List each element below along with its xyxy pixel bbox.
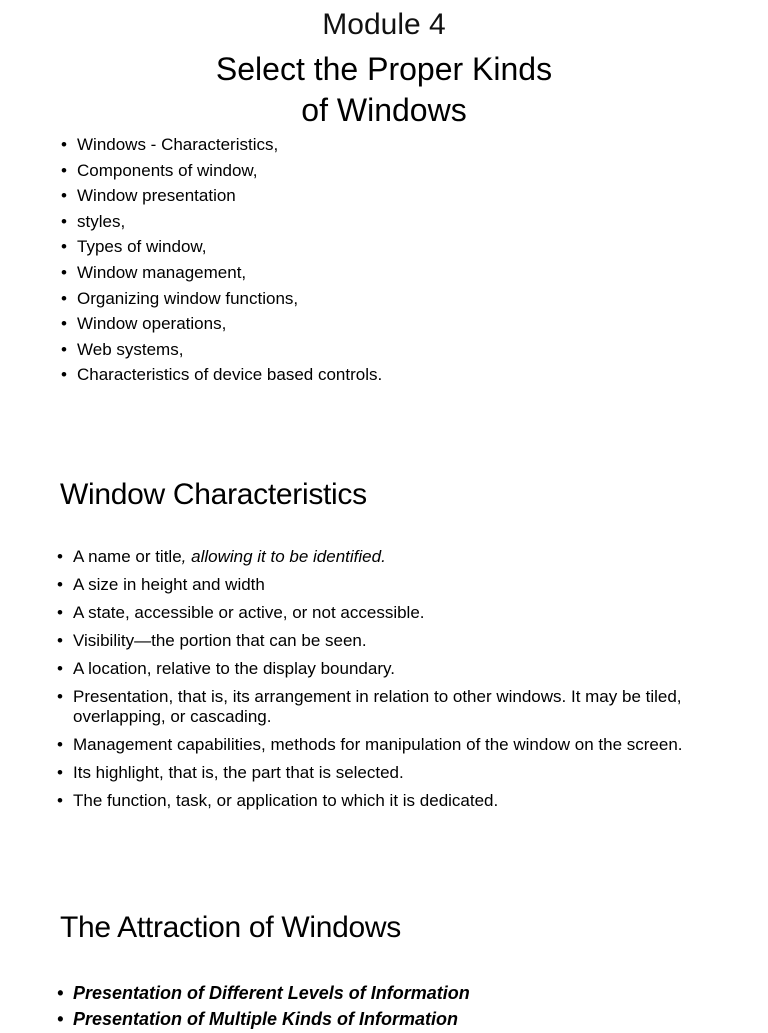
topic-item: • Characteristics of device based controls. (61, 362, 382, 388)
topic-item: • styles, (61, 209, 382, 235)
characteristic-item (57, 547, 737, 567)
window-characteristics-heading: Window Characteristics (60, 478, 367, 511)
characteristic-item: • Presentation, that is, its arrangement in relation to other windows. It may be tiled, overlapping, or cascading. (57, 687, 737, 727)
topic-item: • Window management, (61, 260, 382, 286)
characteristic-item: • A size in height and width (57, 575, 737, 595)
page-title-line-2: of Windows (301, 92, 467, 128)
topic-item: • Components of window, (61, 158, 382, 184)
characteristic-item: • A state, accessible or active, or not accessible. (57, 603, 737, 623)
topic-item: • Organizing window functions, (61, 286, 382, 312)
attraction-of-windows-heading: The Attraction of Windows (60, 911, 401, 944)
module-topics-list (61, 132, 382, 388)
characteristic-text: A name or title (73, 547, 182, 566)
topic-item: • Types of window, (61, 234, 382, 260)
topic-item: • Window presentation (61, 183, 382, 209)
attraction-item: • Presentation of Multiple Kinds of Information (57, 1007, 470, 1033)
characteristic-item: • Its highlight, that is, the part that is selected. (57, 763, 737, 783)
characteristic-item: • The function, task, or application to which it is dedicated. (57, 791, 737, 811)
module-label: Module 4 (322, 8, 446, 41)
topic-item: • Web systems, (61, 337, 382, 363)
page-title-line-1: Select the Proper Kinds (215, 51, 553, 87)
topic-item: • Windows - Characteristics, (61, 132, 382, 158)
window-characteristics-list (57, 547, 737, 819)
topic-item: • Window operations, (61, 311, 382, 337)
characteristic-emphasis: , allowing it to be identified. (181, 547, 386, 566)
characteristic-item: • A location, relative to the display boundary. (57, 659, 737, 679)
attraction-list (57, 981, 470, 1033)
characteristic-item: • Visibility—the portion that can be seen. (57, 631, 737, 651)
attraction-item: • Presentation of Different Levels of Information (57, 981, 470, 1007)
characteristic-item: • Management capabilities, methods for manipulation of the window on the screen. (57, 735, 737, 755)
